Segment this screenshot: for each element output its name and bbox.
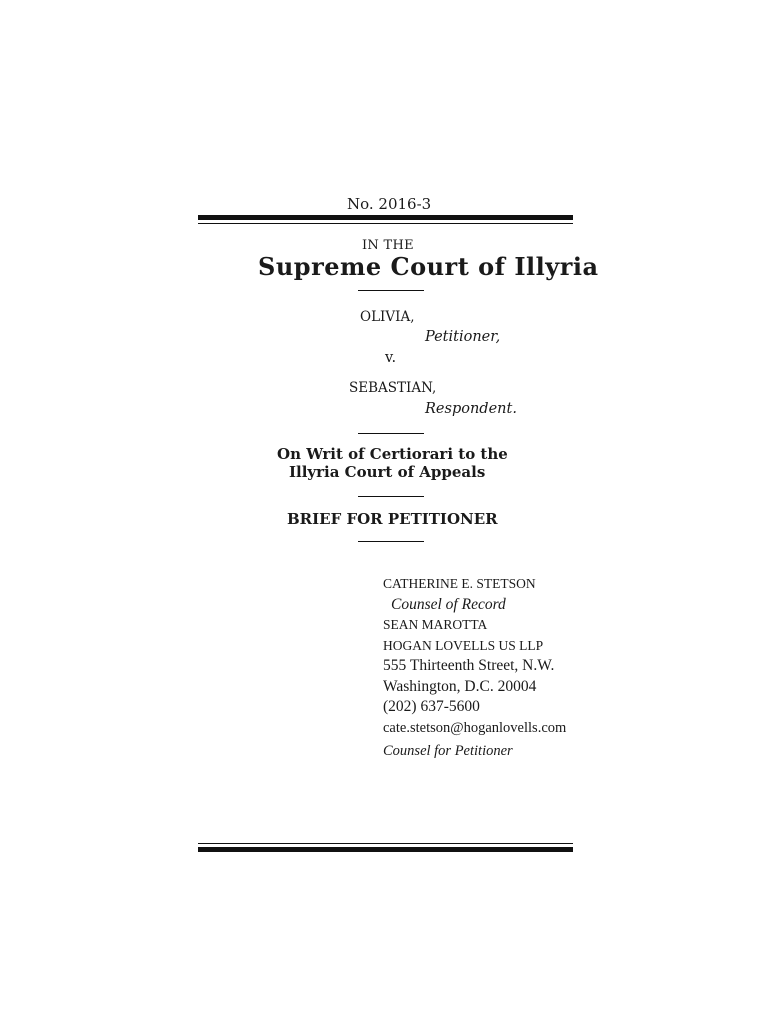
city-address: Washington, D.C. 20004 <box>383 677 537 695</box>
versus: v. <box>385 350 397 366</box>
counsel-for-party: Counsel for Petitioner <box>383 743 513 759</box>
petitioner-name: OLIVIA, <box>360 309 415 325</box>
counsel-name-1: CATHERINE E. STETSON <box>383 576 536 591</box>
firm-name: HOGAN LOVELLS US LLP <box>383 637 544 653</box>
petitioner-role: Petitioner, <box>425 329 501 345</box>
respondent-name: SEBASTIAN, <box>349 380 437 396</box>
in-the-label: IN THE <box>362 238 414 253</box>
docket-number: No. 2016-3 <box>347 195 432 213</box>
counsel-block <box>383 574 566 762</box>
divider-1 <box>358 290 424 291</box>
respondent-role: Respondent. <box>425 401 517 417</box>
divider-4 <box>358 541 424 542</box>
phone-number: (202) 637-5600 <box>383 698 480 715</box>
top-rule-thick <box>198 215 573 220</box>
street-address: 555 Thirteenth Street, N.W. <box>383 657 555 674</box>
writ-line-1: On Writ of Certiorari to the <box>277 445 508 463</box>
counsel-name-2: SEAN MAROTTA <box>383 617 488 632</box>
brief-title: BRIEF FOR PETITIONER <box>287 510 498 528</box>
court-name: Supreme Court of Illyria <box>258 252 599 281</box>
email-address: cate.stetson@hoganlovells.com <box>383 719 567 736</box>
counsel-of-record: Counsel of Record <box>391 595 506 613</box>
divider-2 <box>358 433 424 434</box>
bottom-rule-thin <box>198 843 573 844</box>
writ-line-2: Illyria Court of Appeals <box>289 463 486 481</box>
top-rule-thin <box>198 223 573 224</box>
bottom-rule-thick <box>198 847 573 852</box>
divider-3 <box>358 496 424 497</box>
